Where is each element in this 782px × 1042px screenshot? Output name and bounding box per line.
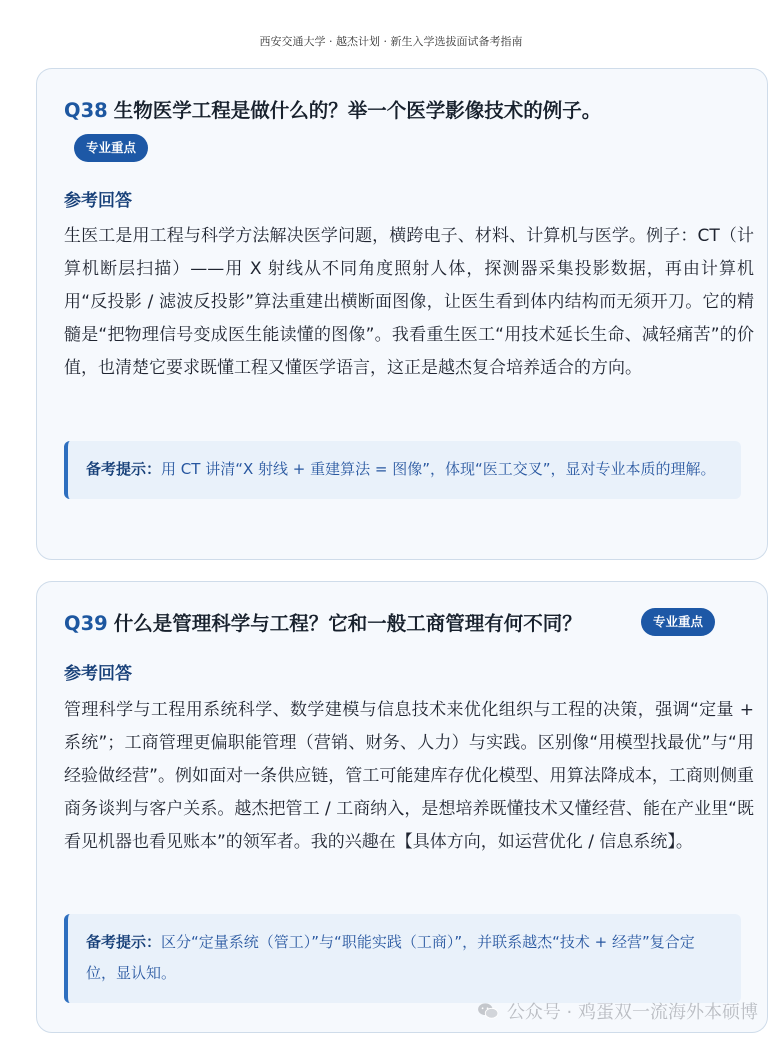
- prep-tip-label: 备考提示：: [86, 933, 162, 951]
- prep-tip: [64, 441, 741, 499]
- key-point-badge: 专业重点: [74, 134, 148, 162]
- prep-tip-text: 用 CT 讲清“X 射线 + 重建算法 = 图像”，体现“医工交叉”，显对专业本质的理解。: [161, 460, 716, 478]
- answer-text: 生医工是用工程与科学方法解决医学问题，横跨电子、材料、计算机与医学。例子：CT（计算机断层扫描）——用 X 射线从不同角度照射人体，探测器采集投影数据，再由计算机用“反投影 / 滤波反投影”算法重建出横断面图像，让医生看到体内结构而无须开刀。它的精髓是“把物理信号变成医生能读懂的图像”。我看重生医工“用技术延长生命、减轻痛苦”的价值，也清楚它要求既懂工程又懂医学语言，这正是越杰复合培养适合的方向。: [64, 226, 754, 378]
- page-header: 西安交通大学 · 越杰计划 · 新生入学选拔面试备考指南: [259, 35, 523, 48]
- prep-tip-label: 备考提示：: [86, 460, 162, 478]
- prep-tip: [64, 914, 741, 1003]
- watermark-text: 公众号 · 鸡蛋双一流海外本硕博: [506, 1002, 758, 1023]
- question-title: [64, 95, 601, 123]
- question-text: 什么是管理科学与工程？它和一般工商管理有何不同？: [113, 612, 582, 635]
- key-point-badge: 专业重点: [641, 608, 715, 636]
- question-card-q39: [36, 581, 768, 1033]
- question-card-q38: [36, 68, 768, 560]
- question-text: 生物医学工程是做什么的？举一个医学影像技术的例子。: [113, 99, 602, 122]
- answer-label: 参考回答: [64, 191, 132, 211]
- answer-label: 参考回答: [64, 664, 132, 684]
- question-number: Q39: [64, 612, 108, 635]
- watermark: [477, 998, 758, 1024]
- wechat-icon: [477, 1002, 499, 1020]
- question-number: Q38: [64, 99, 108, 122]
- prep-tip-text: 区分“定量系统（管工）”与“职能实践（工商）”，并联系越杰“技术 + 经营”复合定位，显认知。: [86, 933, 695, 982]
- question-title: [64, 608, 582, 636]
- answer-text: 管理科学与工程用系统科学、数学建模与信息技术来优化组织与工程的决策，强调“定量 + 系统”；工商管理更偏职能管理（营销、财务、人力）与实践。区别像“用模型找最优”与“用经验做经营”。例如面对一条供应链，管工可能建库存优化模型、用算法降成本，工商则侧重商务谈判与客户关系。越杰把管工 / 工商纳入，是想培养既懂技术又懂经营、能在产业里“既看见机器也看见账本”的领军者。我的兴趣在【具体方向，如运营优化 / 信息系统】。: [64, 700, 754, 852]
